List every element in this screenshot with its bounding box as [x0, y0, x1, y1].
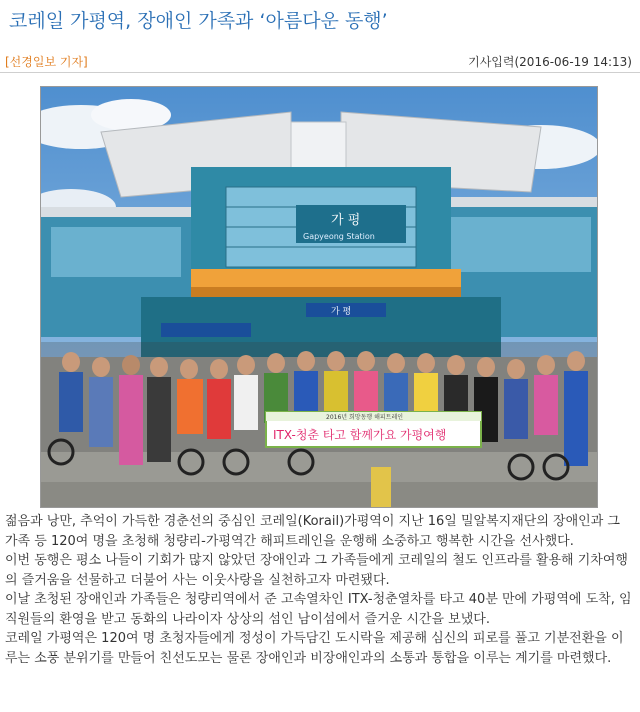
- paragraph: 코레일 가평역은 120여 명 초청자들에게 정성이 가득담긴 도시락을 제공해 심신의 피로를 풀고 기분전환을 이루는 소풍 분위기를 만들어 친선도모는 물론 장애인과 비장애인과의 소통과 통합을 이루는 계기를 마련했다.: [5, 631, 624, 666]
- banner-main-text: ITX-청춘 타고 함께가요 가평여행: [273, 428, 447, 442]
- article-meta: [0, 50, 640, 73]
- publish-date: 기사입력(2016-06-19 14:13): [468, 55, 632, 69]
- article-photo: [40, 86, 598, 508]
- paragraph: 이번 동행은 평소 나들이 기회가 많지 않았던 장애인과 그 가족들에게 코레일의 철도 인프라를 활용해 기차여행의 즐거움을 선물하고 더불어 사는 이웃사랑을 실천하고자 마련됐다.: [5, 553, 628, 588]
- banner-top-text: 2016년 희망동행 해피트레인: [326, 414, 404, 421]
- paragraph: 젊음과 낭만, 추억이 가득한 경춘선의 중심인 코레일(Korail)가평역이 지난 16일 밀알복지재단의 장애인과 그 가족 등 120여 명을 초청해 청량리-가평역간 해피트레인을 운행해 소중하고 행복한 시간을 선사했다.: [5, 514, 620, 549]
- reporter-link[interactable]: [선경일보 기자]: [5, 55, 88, 69]
- entrance-sign: 가 평: [331, 307, 352, 317]
- station-group-photo: [41, 87, 597, 507]
- station-sign-en: Gapyeong Station: [303, 232, 375, 241]
- station-sign: 가 평: [331, 213, 361, 228]
- article-body: [5, 512, 635, 668]
- article-title: 코레일 가평역, 장애인 가족과 ‘아름다운 동행’: [9, 10, 388, 32]
- paragraph: 이날 초청된 장애인과 가족들은 청량리역에서 준 고속열차인 ITX-청춘열차를 타고 40분 만에 가평역에 도착, 임직원들의 환영을 받고 동화의 나라이자 상상의 섬인 남이섬에서 즐거운 시간을 보냈다.: [5, 592, 632, 627]
